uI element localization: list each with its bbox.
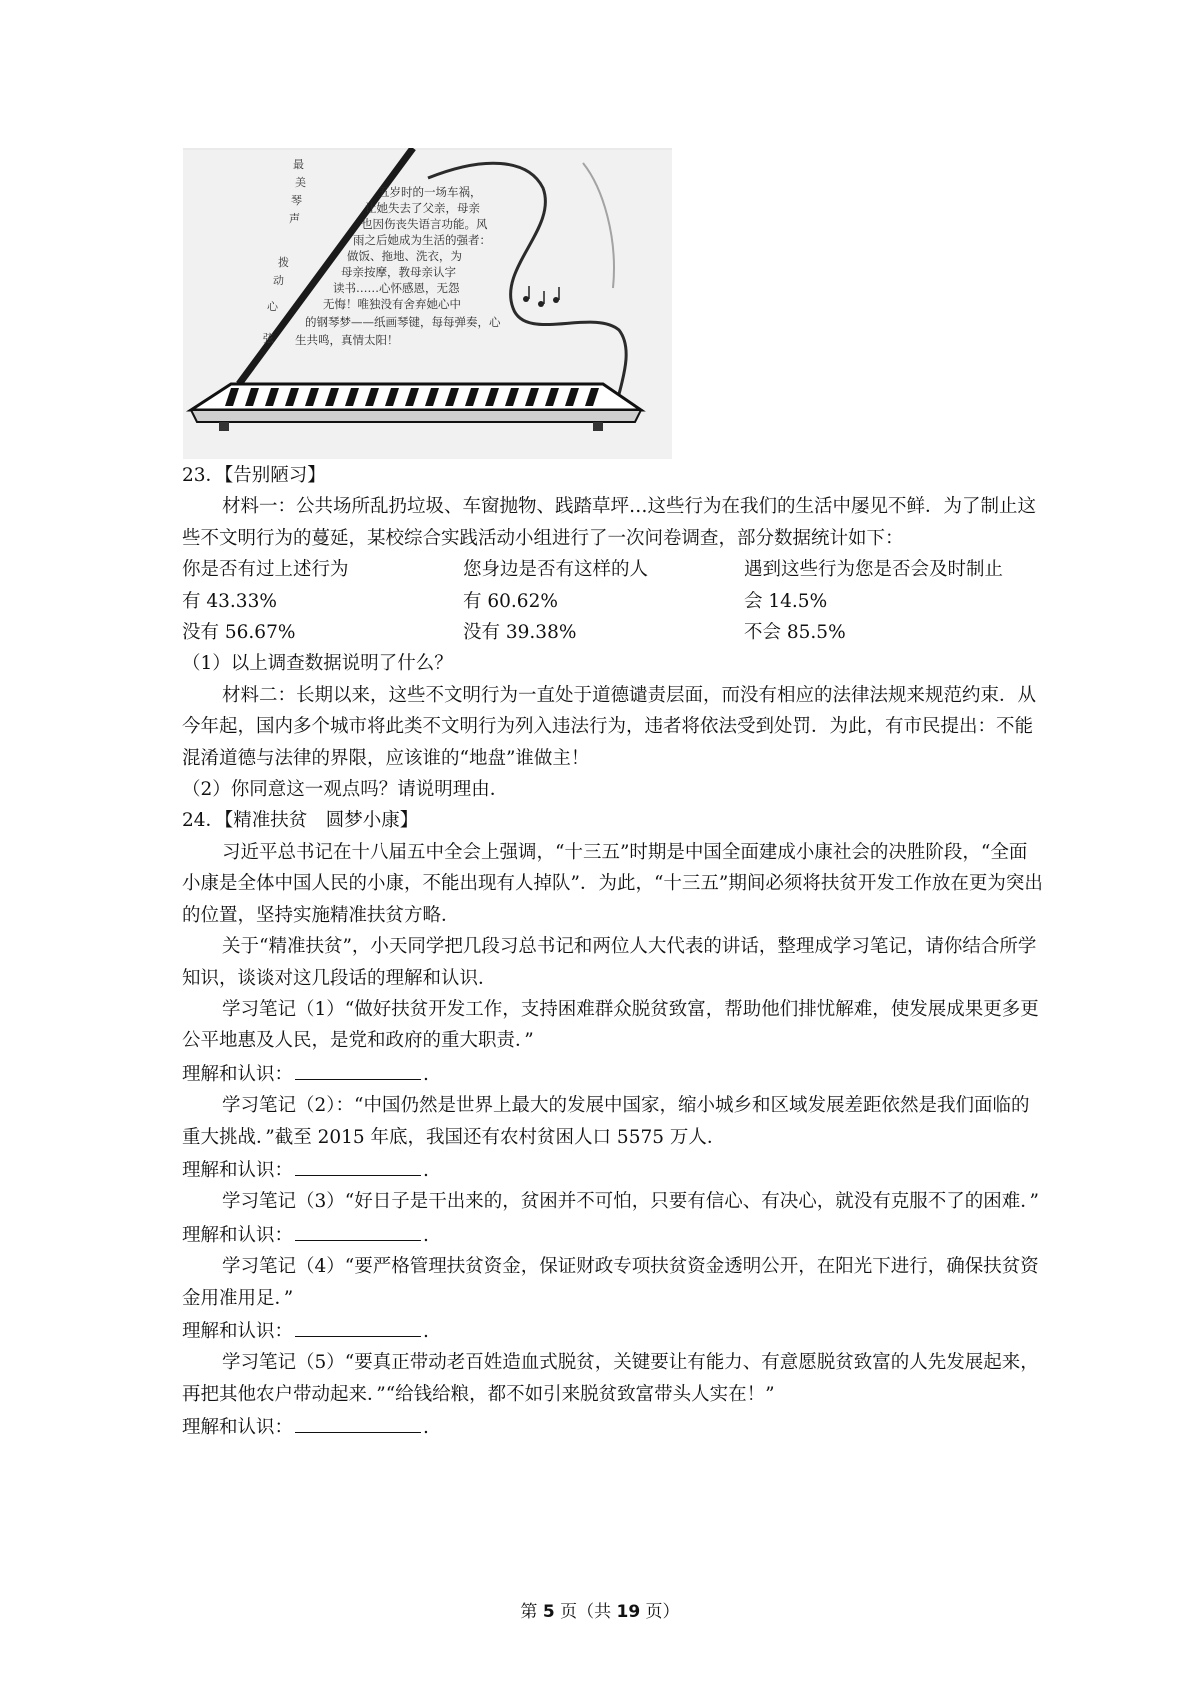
survey-header-cell: 遇到这些行为您是否会及时制止 <box>744 559 1004 581</box>
answer-period: . <box>423 1320 429 1342</box>
answer-blank[interactable] <box>295 1410 421 1433</box>
survey-cell: 会 14.5% <box>744 590 828 612</box>
answer-row <box>182 1218 1044 1251</box>
vertical-title-char: 声 <box>289 212 300 225</box>
material-two: 材料二：长期以来，这些不文明行为一直处于道德谴责层面，而没有相应的法律法规来规范约束．从今年起，国内多个城市将此类不文明行为列入违法行为，违者将依法受到处罚．为此，有市民提出：不能混淆道德与法律的界限，应该谁的“地盘”谁做主！ <box>182 684 1037 769</box>
answer-label: 理解和认识： <box>182 1320 294 1342</box>
answer-row <box>182 1057 1044 1090</box>
page-footer <box>0 1597 1200 1622</box>
story-line: 母亲按摩，教母亲认字 <box>341 265 456 279</box>
story-line: 做饭、拖地、洗衣，为 <box>347 249 462 263</box>
study-note-1: 学习笔记（1）“做好扶贫开发工作，支持困难群众脱贫致富，帮助他们排忧解难，使发展成果更多更公平地惠及人民，是党和政府的重大职责．” <box>182 998 1039 1052</box>
footer-total-pages: 19 <box>616 1602 641 1622</box>
story-line: 读书……心怀感恩，无怨 <box>333 281 460 295</box>
question-23-part-1: （1）以上调查数据说明了什么？ <box>182 653 453 675</box>
story-line: 五岁时的一场车祸， <box>378 185 482 199</box>
study-note-5: 学习笔记（5）“要真正带动老百姓造血式脱贫，关键要让有能力、有意愿脱贫致富的人先发展起来，再把其他农户带动起来．”“给钱给粮，都不如引来脱贫致富带头人实在！” <box>182 1352 1039 1405</box>
survey-cell: 没有 39.38% <box>463 622 577 644</box>
survey-table <box>182 554 1044 648</box>
footer-prefix: 第 <box>520 1602 543 1622</box>
survey-cell: 有 43.33% <box>182 590 277 612</box>
piano-illustration <box>183 148 672 459</box>
survey-cell: 没有 56.67% <box>182 622 296 644</box>
question-23-heading: 23．【告别陋习】 <box>182 465 326 486</box>
answer-period: . <box>423 1417 429 1439</box>
story-line: 雨之后她成为生活的强者： <box>353 233 491 247</box>
answer-period: . <box>423 1063 429 1085</box>
survey-header-cell: 你是否有过上述行为 <box>182 559 349 581</box>
vertical-title-char: 动 <box>273 274 284 287</box>
answer-label: 理解和认识： <box>182 1417 294 1439</box>
exam-content <box>182 460 1044 1444</box>
story-line: 让她失去了父亲，母亲 <box>365 201 480 215</box>
study-note-3: 学习笔记（3）“好日子是干出来的，贫困并不可怕，只要有信心、有决心，就没有克服不了的困难．” <box>222 1191 1039 1213</box>
answer-period: . <box>423 1159 429 1181</box>
answer-blank[interactable] <box>295 1218 421 1241</box>
footer-middle: 页（共 <box>554 1602 617 1622</box>
answer-label: 理解和认识： <box>182 1063 294 1085</box>
answer-row <box>182 1410 1044 1443</box>
footer-suffix: 页） <box>640 1602 680 1622</box>
answer-blank[interactable] <box>295 1153 421 1176</box>
vertical-title-char: 拨 <box>278 256 289 269</box>
survey-header-cell: 您身边是否有这样的人 <box>463 559 649 581</box>
answer-blank[interactable] <box>295 1314 421 1337</box>
footer-page-number: 5 <box>542 1602 555 1622</box>
survey-cell: 有 60.62% <box>463 590 558 612</box>
answer-label: 理解和认识： <box>182 1159 294 1181</box>
survey-cell: 不会 85.5% <box>744 622 846 644</box>
question-24-intro-2: 关于“精准扶贫”，小天同学把几段习总书记和两位人大代表的讲话，整理成学习笔记，请你结合所学知识，谈谈对这几段话的理解和认识． <box>182 936 1037 989</box>
answer-label: 理解和认识： <box>182 1224 294 1246</box>
answer-blank[interactable] <box>295 1057 421 1080</box>
answer-row <box>182 1153 1044 1186</box>
question-24-heading: 24．【精准扶贫 圆梦小康】 <box>182 810 419 832</box>
question-24-intro-1: 习近平总书记在十八届五中全会上强调，“十三五”时期是中国全面建成小康社会的决胜阶段，“全面小康是全体中国人民的小康，不能出现有人掉队”．为此，“十三五”期间必须将扶贫开发工作放在更为突出的位置，坚持实施精准扶贫方略． <box>182 841 1043 926</box>
vertical-title-char: 心 <box>267 300 278 313</box>
study-note-2: 学习笔记（2）：“中国仍然是世界上最大的发展中国家，缩小城乡和区域发展差距依然是我们面临的重大挑战．”截至 2015 年底，我国还有农村贫困人口 5575 万人． <box>182 1095 1030 1148</box>
vertical-title-char: 美 <box>295 176 306 189</box>
story-line: 也因伤丧失语言功能。风 <box>361 217 488 231</box>
vertical-title-char: 弦 <box>263 332 274 345</box>
answer-period: . <box>423 1224 429 1246</box>
story-line: 生共鸣，真情太阳！ <box>295 333 399 347</box>
story-line: 无悔！唯独没有舍弃她心中 <box>323 297 461 311</box>
answer-row <box>182 1314 1044 1347</box>
material-one: 材料一：公共场所乱扔垃圾、车窗抛物、践踏草坪…这些行为在我们的生活中屡见不鲜．为了制止这些不文明行为的蔓延，某校综合实践活动小组进行了一次问卷调查，部分数据统计如下： <box>182 496 1037 549</box>
story-line: 的钢琴梦——纸画琴键，每每弹奏，心 <box>305 315 501 329</box>
vertical-title-char: 最 <box>293 158 304 171</box>
question-23-part-2: （2）你同意这一观点吗？请说明理由． <box>182 779 509 801</box>
study-note-4: 学习笔记（4）“要严格管理扶贫资金，保证财政专项扶贫资金透明公开，在阳光下进行，确保扶贫资金用准用足．” <box>182 1256 1039 1309</box>
vertical-title-char: 琴 <box>291 194 302 207</box>
